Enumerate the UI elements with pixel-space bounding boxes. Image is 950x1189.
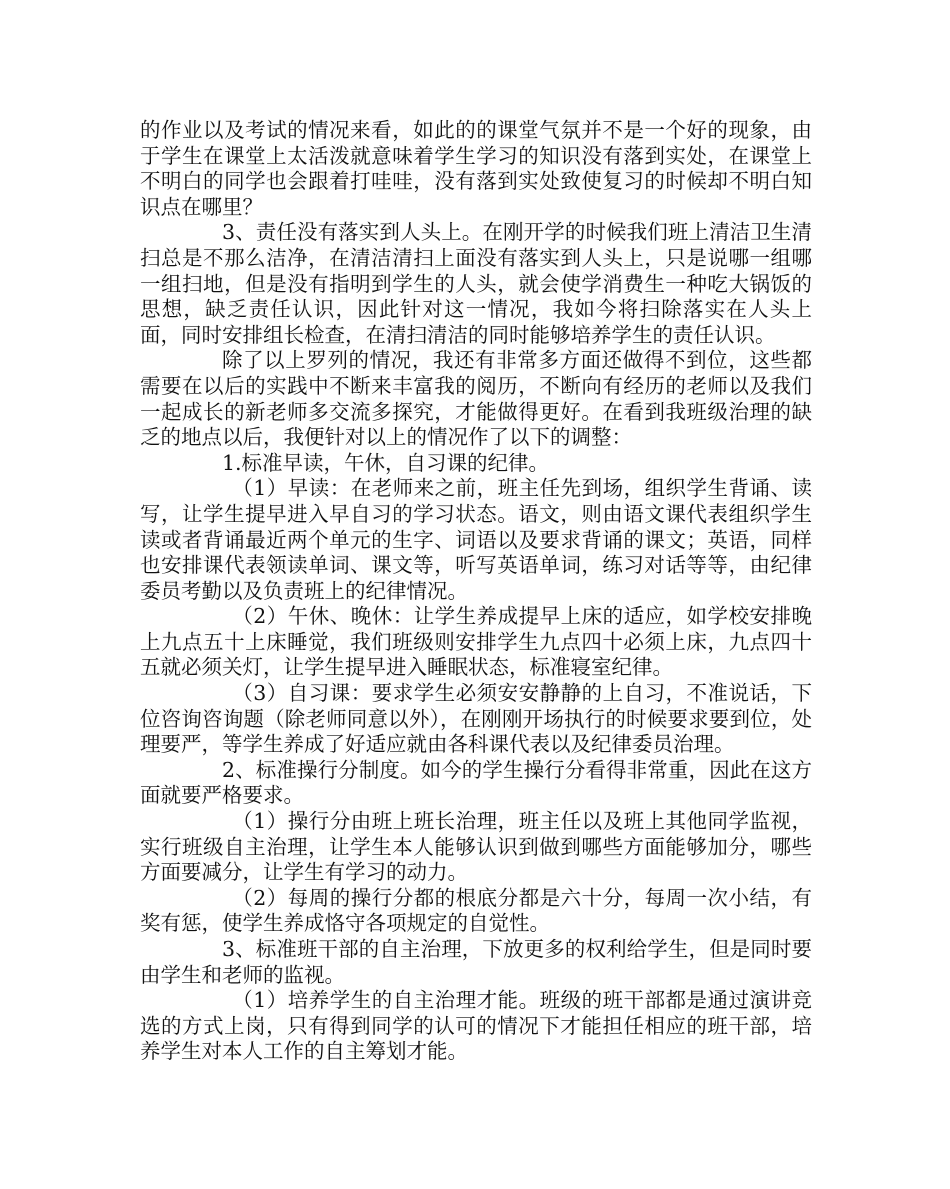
paragraph-conduct-management: （1）操行分由班上班长治理，班主任以及班上其他同学监视，实行班级自主治理，让学生本人能够认识到做到哪些方面能够加分，哪些方面要减分，让学生有学习的动力。 [140,809,812,885]
paragraph-continuation: 的作业以及考试的情况来看，如此的的课堂气氛并不是一个好的现象，由于学生在课堂上太活泼就意味着学生学习的知识没有落到实处，在课堂上不明白的同学也会跟着打哇哇，没有落到实处致使复习的时候却不明白知识点在哪里？ [140,118,812,219]
paragraph-responsibility: 3、责任没有落实到人头上。在刚开学的时候我们班上清洁卫生清扫总是不那么洁净，在清洁清扫上面没有落实到人头上，只是说哪一组哪一组扫地，但是没有指明到学生的人头，就会使学消费生一种吃大锅饭的思想，缺乏责任认识，因此针对这一情况，我如今将扫除落实在人头上面，同时安排组长检查，在清扫清洁的同时能够培养学生的责任认识。 [140,220,812,347]
heading-conduct-score: 2、标准操行分制度。如今的学生操行分看得非常重，因此在这方面就要严格要求。 [140,757,812,808]
paragraph-self-governance: （1）培养学生的自主治理才能。班级的班干部都是通过演讲竞选的方式上岗，只有得到同学的认可的情况下才能担任相应的班干部，培养学生对本人工作的自主筹划才能。 [140,988,812,1064]
paragraph-weekly-score: （2）每周的操行分都的根底分都是六十分，每周一次小结，有奖有惩，使学生养成恪守各项规定的自觉性。 [140,885,812,936]
paragraph-self-study: （3）自习课：要求学生必须安安静静的上自习，不准说话，下位咨询咨询题（除老师同意以外），在刚刚开场执行的时候要求要到位，处理要严，等学生养成了好适应就由各科课代表以及纪律委员治理。 [140,681,812,757]
paragraph-rest-time: （2）午休、晚休：让学生养成提早上床的适应，如学校安排晚上九点五十上床睡觉，我们班级则安排学生九点四十必须上床，九点四十五就必须关灯，让学生提早进入睡眠状态，标准寝室纪律。 [140,604,812,680]
document-body [140,118,812,1065]
heading-standard-discipline: 1.标准早读，午休，自习课的纪律。 [222,450,550,475]
paragraph-morning-reading: （1）早读：在老师来之前，班主任先到场，组织学生背诵、读写，让学生提早进入早自习的学习状态。语文，则由语文课代表组织学生读或者背诵最近两个单元的生字、词语以及要求背诵的课文；英语，同样也安排课代表领读单词、课文等，听写英语单词，练习对话等等，由纪律委员考勤以及负责班上的纪律情况。 [140,476,812,603]
heading-class-cadre: 3、标准班干部的自主治理，下放更多的权利给学生，但是同时要由学生和老师的监视。 [140,937,812,987]
paragraph-shortcomings: 除了以上罗列的情况，我还有非常多方面还做得不到位，这些都需要在以后的实践中不断来丰富我的阅历，不断向有经历的老师以及我们一起成长的新老师多交流多探究，才能做得更好。在看到我班级治理的缺乏的地点以后，我便针对以上的情况作了以下的调整： [140,348,812,450]
